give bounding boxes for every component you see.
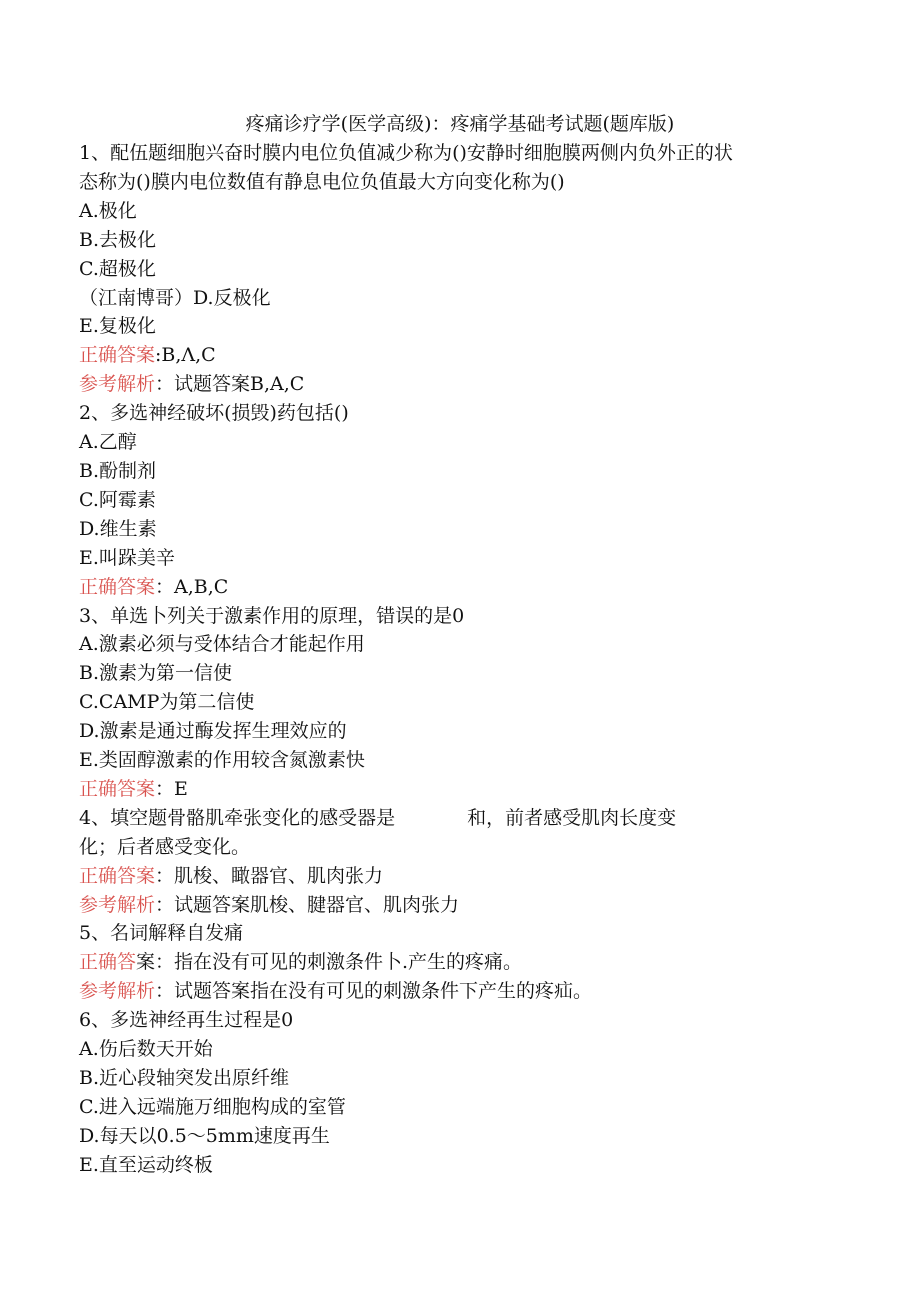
q1-option-d: （江南博哥）D.反极化	[79, 286, 271, 309]
q5-answer	[79, 948, 849, 977]
q3-option-e: E.类固醇激素的作用较含氮激素快	[79, 749, 365, 772]
q2-option-c: C.阿霉素	[79, 488, 156, 511]
answer-label: 正确答	[79, 951, 137, 974]
q4-answer	[79, 862, 849, 891]
document-title: 疼痛诊疗学(医学高级)：疼痛学基础考试题(题库版)	[245, 113, 675, 135]
q4-stem-part2: 和，前者感受肌肉长度变	[467, 806, 677, 829]
q6-option-c: C.进入远端施万细胞构成的室管	[79, 1095, 346, 1118]
q4-stem-part1: 4、填空题骨骼肌牵张变化的感受器是	[79, 806, 396, 829]
question-list	[79, 139, 849, 1180]
q3-option-a: A.激素必须与受体结合才能起作用	[79, 633, 365, 656]
q3-option-d: D.激素是通过酶发挥生理效应的	[79, 720, 347, 743]
q2-stem: 2、多选神经破坏(损毁)药包括()	[79, 402, 349, 425]
analysis-label: 参考解析	[79, 373, 156, 396]
q1-stem-line1: 1、配伍题细胞兴奋时膜内电位负值减少称为()安静时细胞膜两侧内负外正的状	[79, 142, 733, 164]
analysis-label: 参考解析	[79, 980, 156, 1003]
q1-option-b: B.去极化	[79, 228, 157, 251]
q1-option-a: A.极化	[79, 199, 137, 222]
q2-answer	[79, 573, 849, 602]
q6-option-b: B.近心段轴突发出原纤维	[79, 1067, 290, 1089]
q5-analysis	[79, 977, 849, 1006]
answer-value: ：肌梭、瞰器官、肌肉张力	[155, 864, 384, 887]
q3-option-c: C.CAMP为第二信使	[79, 691, 255, 714]
answer-value: :B,Λ,C	[155, 344, 216, 367]
q4-analysis	[79, 891, 849, 920]
q6-option-a: A.伤后数天开始	[79, 1038, 213, 1061]
q2-option-a: A.乙醇	[79, 431, 137, 454]
q3-option-b: B.激素为第一信使	[79, 662, 233, 685]
q3-answer	[79, 775, 849, 804]
answer-label: 正确答案	[79, 864, 156, 887]
q1-analysis	[79, 370, 849, 399]
answer-label: 正确答案	[79, 344, 156, 367]
analysis-label: 参考解析	[79, 893, 156, 916]
analysis-value: ：试题答案指在没有可见的刺激条件下产生的疼疝。	[155, 980, 593, 1003]
q1-answer	[79, 341, 849, 370]
answer-value: ：A,B,C	[155, 575, 229, 598]
q6-option-e: E.直至运动终板	[79, 1153, 213, 1176]
q2-option-d: D.维生素	[79, 517, 157, 540]
q1-stem-line2: 态称为()膜内电位数值有静息电位负值最大方向变化称为()	[79, 170, 565, 193]
answer-label: 正确答案	[79, 777, 156, 800]
q2-option-b: B.酚制剂	[79, 459, 157, 482]
q6-stem: 6、多选神经再生过程是0	[79, 1009, 294, 1032]
q1-option-c: C.超极化	[79, 257, 156, 280]
q6-option-d: D.每天以0.5～5mm速度再生	[79, 1124, 330, 1147]
q4-stem-line1	[79, 804, 849, 833]
answer-value: 案：指在没有可见的刺激条件卜.产生的疼痛。	[136, 951, 523, 974]
q2-option-e: E.叫跺美辛	[79, 546, 175, 569]
q3-stem: 3、单选卜列关于激素作用的原理，错误的是0	[79, 604, 465, 627]
q5-stem: 5、名词解释自发痛	[79, 922, 244, 945]
analysis-value: ：试题答案B,A,C	[155, 373, 305, 396]
q4-stem-line2: 化；后者感受变化。	[79, 835, 251, 858]
answer-label: 正确答案	[79, 575, 156, 598]
answer-value: ：E	[155, 777, 188, 800]
analysis-value: ：试题答案肌梭、腱器官、肌肉张力	[155, 893, 460, 916]
q1-option-e: E.复极化	[79, 315, 156, 338]
